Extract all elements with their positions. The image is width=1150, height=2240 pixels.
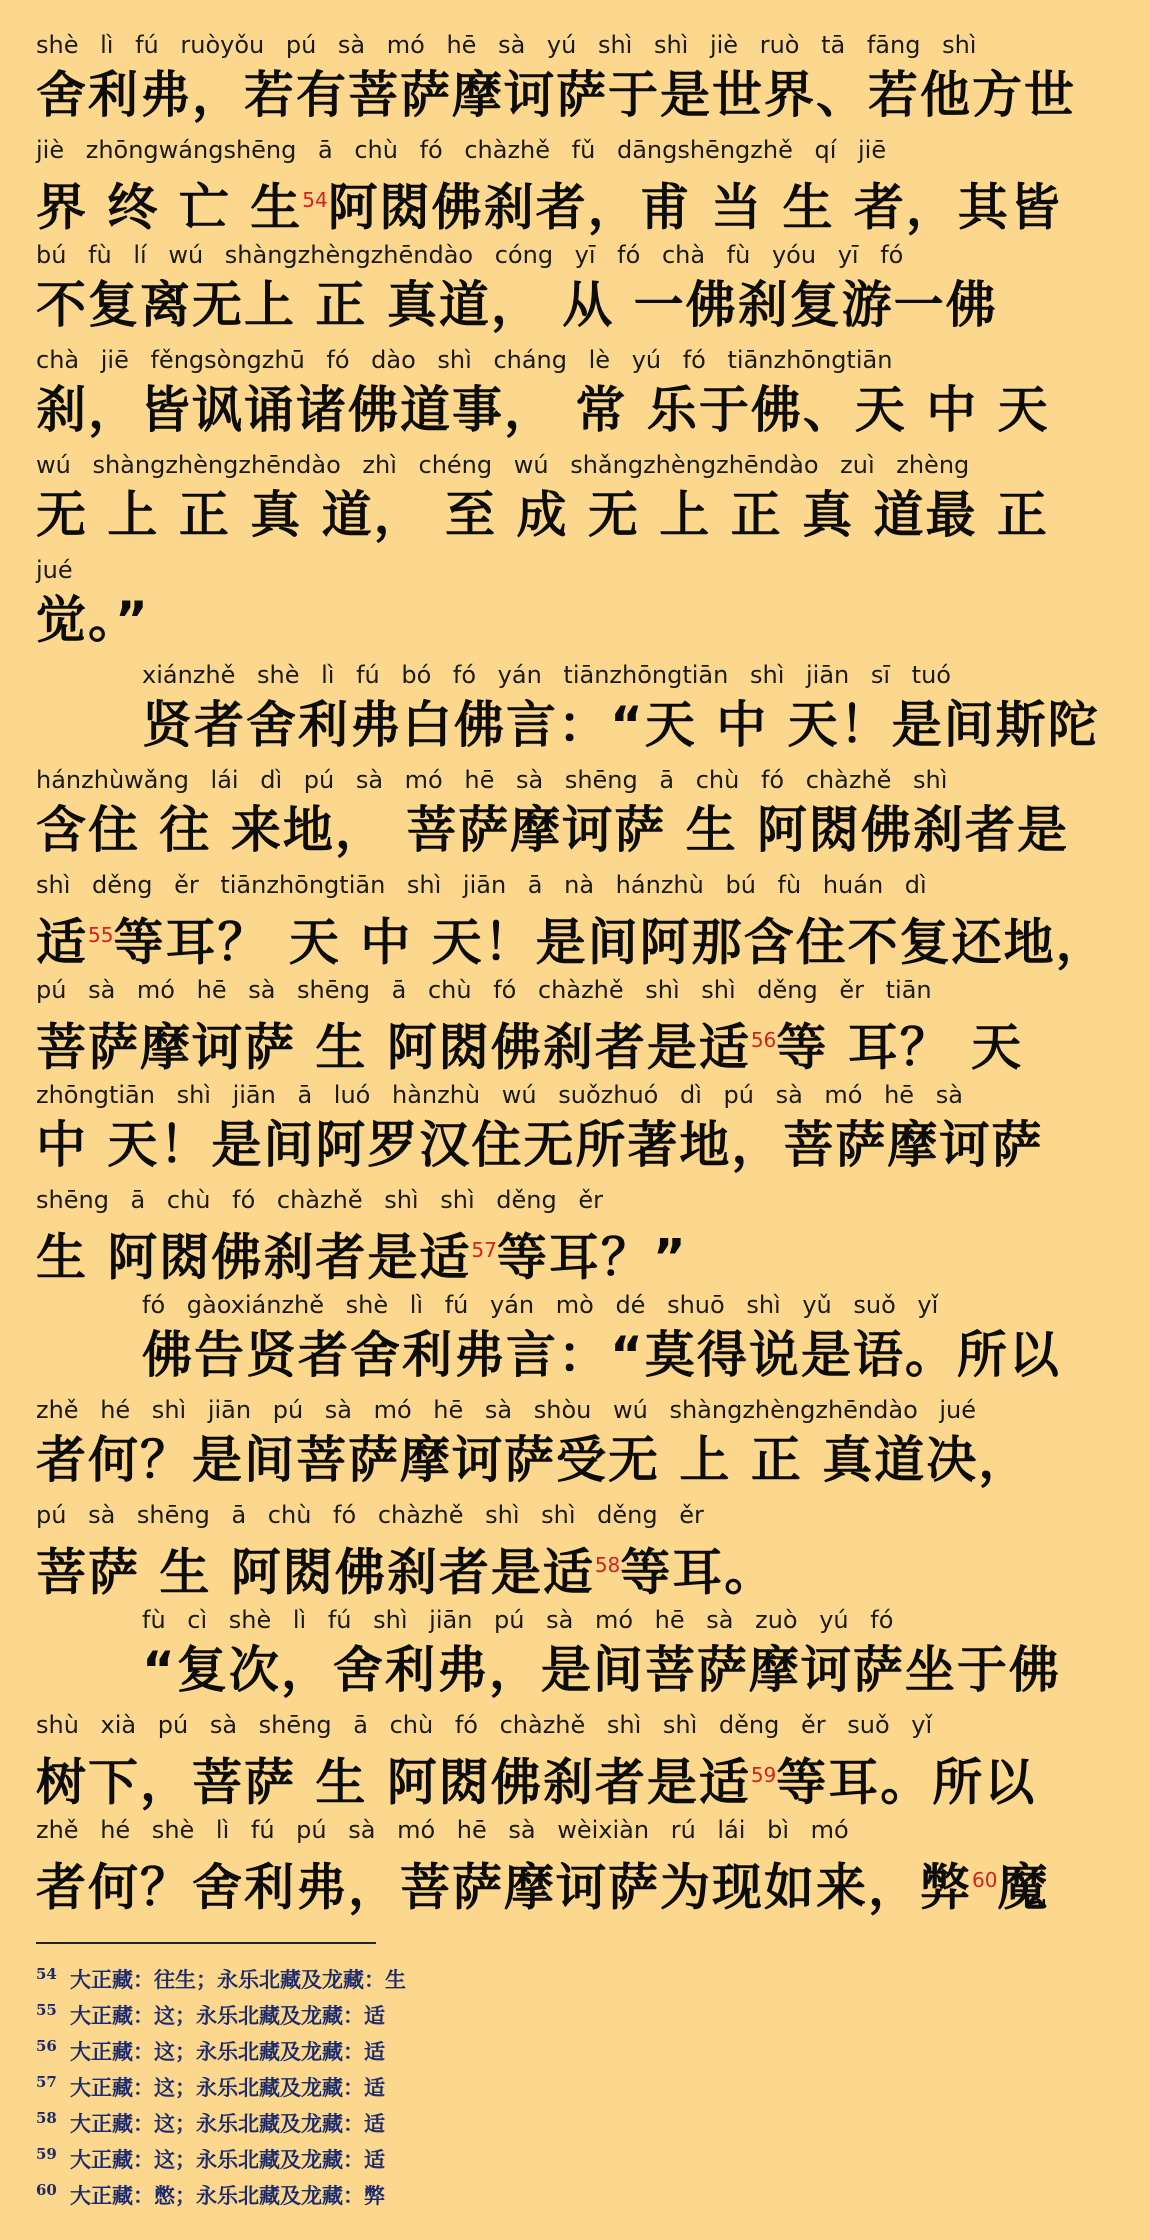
- hanzi-segment: 适: [36, 913, 88, 972]
- hanzi-segment: 菩萨 生 阿閦佛刹者是适: [36, 1543, 595, 1602]
- footnote-text: 大正藏：这；永乐北藏及龙藏：适: [70, 2147, 385, 2172]
- text-line: [36, 448, 1049, 553]
- footnote-marker[interactable]: 59: [750, 1763, 777, 1787]
- footnote-text: 大正藏：憋；永乐北藏及龙藏：弊: [70, 2183, 385, 2208]
- pinyin-line: fù cì shè lì fú shì jiān pú sà mó hē sà zuò yú fó: [142, 1606, 894, 1634]
- pinyin-line: shēng ā chù fó chàzhě shì shì děng ěr: [36, 1186, 603, 1214]
- text-line: [36, 658, 1100, 763]
- text-line: [36, 28, 1076, 133]
- pinyin-line: pú sà shēng ā chù fó chàzhě shì shì děng ěr: [36, 1501, 704, 1529]
- hanzi-segment: 生 阿閦佛刹者是适: [36, 1228, 472, 1287]
- pinyin-line: fó gàoxiánzhě shè lì fú yán mò dé shuō shì yǔ suǒ yǐ: [142, 1291, 939, 1319]
- hanzi-line: [36, 694, 1100, 758]
- pinyin-line: bú fù lí wú shàngzhèngzhēndào cóng yī fó chà fù yóu yī fó: [36, 241, 904, 269]
- pinyin-line: chà jiē fěngsòngzhū fó dào shì cháng lè yú fó tiānzhōngtiān: [36, 346, 893, 374]
- hanzi-segment: 菩萨摩诃萨 生 阿閦佛刹者是适: [36, 1018, 751, 1077]
- footnote-item: [36, 2028, 836, 2064]
- footnote-text: 大正藏：这；永乐北藏及龙藏：适: [70, 2075, 385, 2100]
- pinyin-line: zhě hé shè lì fú pú sà mó hē sà wèixiàn rú lái bì mó: [36, 1816, 849, 1844]
- text-line: [36, 1393, 1044, 1498]
- pinyin-line: shù xià pú sà shēng ā chù fó chàzhě shì shì děng ěr suǒ yǐ: [36, 1711, 933, 1739]
- footnote-item: [36, 2064, 836, 2100]
- text-line: [36, 1078, 1044, 1183]
- footnotes: [36, 1956, 836, 2208]
- footnote-text: 大正藏：往生；永乐北藏及龙藏：生: [70, 1967, 406, 1992]
- footnote-number: 60: [36, 2181, 57, 2199]
- hanzi-line: [36, 1639, 1061, 1703]
- hanzi-line: [36, 1849, 1050, 1917]
- pinyin-line: shì děng ěr tiānzhōngtiān shì jiān ā nà hánzhù bú fù huán dì: [36, 871, 927, 899]
- footnote-number: 58: [36, 2109, 57, 2127]
- hanzi-segment: 等 耳？ 天: [776, 1018, 1024, 1077]
- footnote-text: 大正藏：这；永乐北藏及龙藏：适: [70, 2039, 385, 2064]
- footnote-item: [36, 1992, 836, 2028]
- hanzi-segment: 等耳？”: [496, 1228, 688, 1287]
- footnote-marker[interactable]: 55: [88, 923, 114, 947]
- hanzi-segment: 刹，皆讽诵诸佛道事， 常 乐于佛、天 中 天: [36, 381, 1050, 439]
- hanzi-line: [36, 799, 1070, 863]
- pinyin-line: wú shàngzhèngzhēndào zhì chéng wú shǎngzhèngzhēndào zuì zhèng: [36, 451, 970, 479]
- text-line: [36, 1183, 1044, 1288]
- text-line: [36, 1498, 1044, 1603]
- hanzi-segment: 不复离无上 正 真道， 从 一佛刹复游一佛: [36, 276, 998, 334]
- footnote-text: 大正藏：这；永乐北藏及龙藏：适: [70, 2111, 385, 2136]
- pinyin-line: hánzhùwǎng lái dì pú sà mó hē sà shēng ā chù fó chàzhě shì: [36, 766, 948, 794]
- pinyin-line: shè lì fú ruòyǒu pú sà mó hē sà yú shì shì jiè ruò tā fāng shì: [36, 31, 977, 59]
- footnote-marker[interactable]: 58: [594, 1553, 621, 1577]
- hanzi-line: [36, 1744, 1044, 1812]
- hanzi-line: [36, 64, 1076, 128]
- footnote-item: [36, 2172, 836, 2208]
- hanzi-segment: 等耳？ 天 中 天！是间阿那含住不复还地，: [113, 913, 1108, 972]
- hanzi-line: [36, 169, 1062, 237]
- hanzi-line: [36, 904, 1108, 972]
- pinyin-line: zhōngtiān shì jiān ā luó hànzhù wú suǒzhuó dì pú sà mó hē sà: [36, 1081, 963, 1109]
- text-line: [36, 1708, 1044, 1813]
- hanzi-segment: 含住 往 来地， 菩萨摩诃萨 生 阿閦佛刹者是: [36, 801, 1070, 859]
- footnote-text: 大正藏：这；永乐北藏及龙藏：适: [70, 2003, 385, 2028]
- pinyin-line: zhě hé shì jiān pú sà mó hē sà shòu wú shàngzhèngzhēndào jué: [36, 1396, 977, 1424]
- hanzi-segment: 魔: [997, 1858, 1050, 1917]
- text-line: [36, 553, 1044, 658]
- hanzi-segment: 无 上 正 真 道， 至 成 无 上 正 真 道最 正: [36, 486, 1049, 544]
- hanzi-segment: 阿閦佛刹者，甫 当 生 者，其皆: [327, 178, 1062, 237]
- hanzi-line: [36, 1324, 1061, 1388]
- footnote-marker[interactable]: 56: [750, 1028, 777, 1052]
- footnote-marker[interactable]: 57: [471, 1238, 497, 1262]
- text-line: [36, 343, 1050, 448]
- pinyin-line: jiè zhōngwángshēng ā chù fó chàzhě fǔ dāngshēngzhě qí jiē: [36, 136, 887, 164]
- footnote-item: [36, 2136, 836, 2172]
- hanzi-segment: 树下，菩萨 生 阿閦佛刹者是适: [36, 1753, 751, 1812]
- text-line: [36, 1813, 1050, 1918]
- hanzi-segment: 界 终 亡 生: [36, 178, 303, 237]
- footnote-number: 55: [36, 2001, 57, 2019]
- hanzi-line: [36, 1219, 1044, 1287]
- pinyin-line: xiánzhě shè lì fú bó fó yán tiānzhōngtiān shì jiān sī tuó: [142, 661, 951, 689]
- text-line: [36, 1603, 1061, 1708]
- hanzi-segment: 者何？舍利弗，菩萨摩诃萨为现如来，弊: [36, 1858, 972, 1917]
- text-line: [36, 763, 1070, 868]
- text-line: [36, 238, 1044, 343]
- hanzi-line: [36, 1009, 1044, 1077]
- footnote-number: 56: [36, 2037, 57, 2055]
- hanzi-segment: 者何？是间菩萨摩诃萨受无 上 正 真道决，: [36, 1431, 1031, 1489]
- footnote-item: [36, 2100, 836, 2136]
- hanzi-line: [36, 1534, 1044, 1602]
- hanzi-line: [36, 484, 1049, 548]
- hanzi-segment: “复次，舍利弗，是间菩萨摩诃萨坐于佛: [142, 1641, 1061, 1699]
- hanzi-segment: 等耳。所以: [776, 1753, 1037, 1812]
- footnote-marker[interactable]: 54: [302, 188, 328, 212]
- footnote-number: 59: [36, 2145, 57, 2163]
- hanzi-segment: 贤者舍利弗白佛言：“天 中 天！是间斯陀: [142, 696, 1100, 754]
- pinyin-line: pú sà mó hē sà shēng ā chù fó chàzhě shì shì děng ěr tiān: [36, 976, 932, 1004]
- hanzi-line: [36, 1114, 1044, 1178]
- hanzi-segment: 佛告贤者舍利弗言：“莫得说是语。所以: [142, 1326, 1061, 1384]
- text-line: [36, 868, 1108, 973]
- footnote-number: 57: [36, 2073, 57, 2091]
- hanzi-segment: 中 天！是间阿罗汉住无所著地，菩萨摩诃萨: [36, 1116, 1044, 1174]
- pinyin-line: jué: [36, 556, 73, 584]
- text-line: [36, 1288, 1061, 1393]
- footnote-number: 54: [36, 1965, 57, 1983]
- hanzi-line: [36, 274, 1044, 338]
- text-line: [36, 133, 1062, 238]
- hanzi-segment: 等耳。: [620, 1543, 777, 1602]
- hanzi-line: [36, 379, 1050, 443]
- footnote-item: [36, 1956, 836, 1992]
- hanzi-segment: 舍利弗，若有菩萨摩诃萨于是世界、若他方世: [36, 66, 1076, 124]
- footnote-divider: [36, 1942, 376, 1944]
- hanzi-line: [36, 1429, 1044, 1493]
- footnote-marker[interactable]: 60: [972, 1868, 998, 1892]
- text-line: [36, 973, 1044, 1078]
- hanzi-line: [36, 589, 1044, 653]
- hanzi-segment: 觉。”: [36, 591, 150, 649]
